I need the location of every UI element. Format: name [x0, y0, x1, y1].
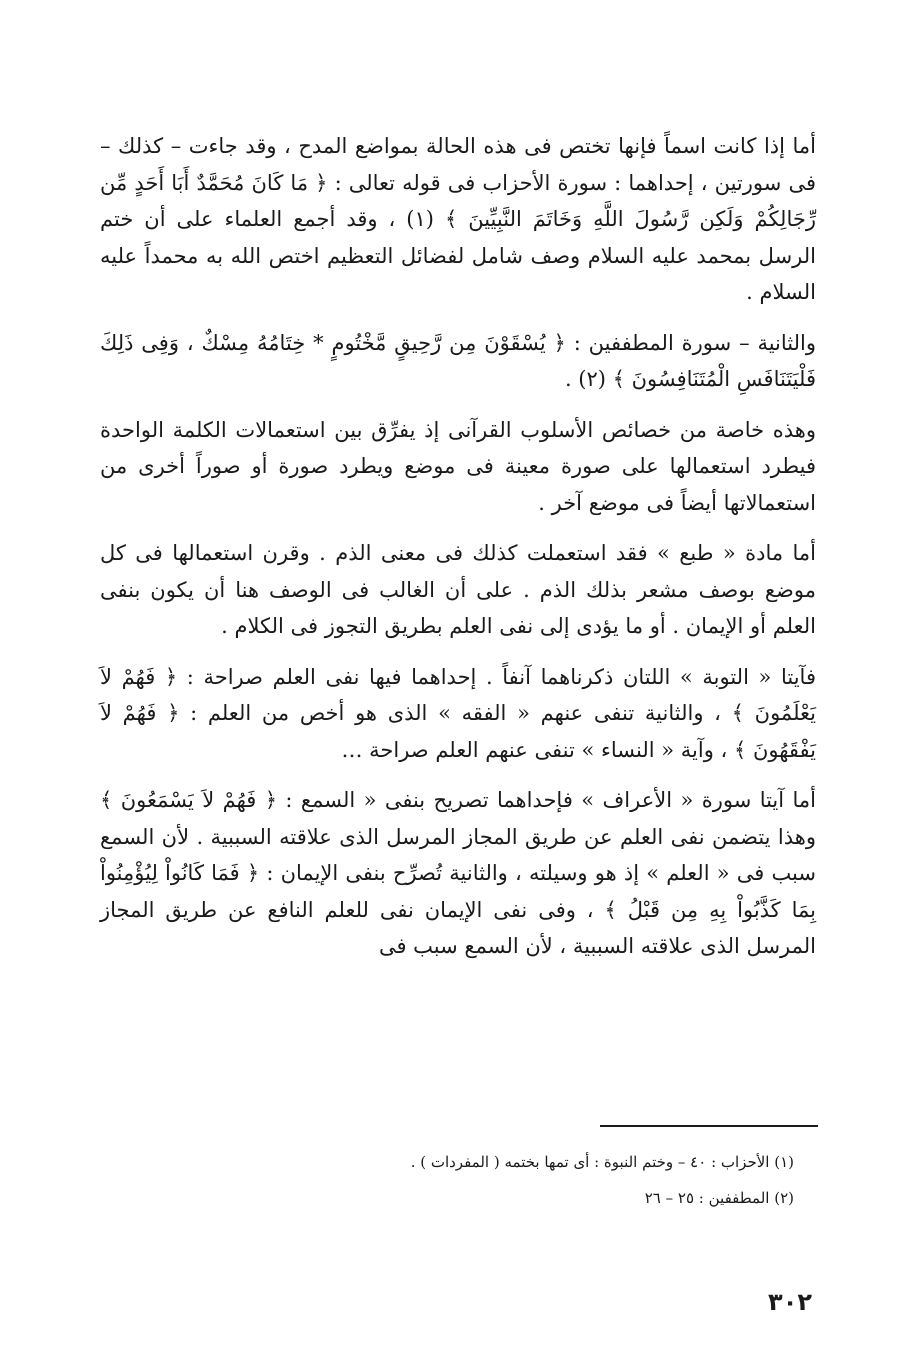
- paragraph-1: [100, 128, 816, 311]
- paragraph-2: [100, 325, 816, 398]
- paragraph-3: [100, 412, 816, 522]
- paragraph-1-text: أما إذا كانت اسماً فإنها تختص فى هذه الحالة بمواضع المدح ، وقد جاءت – كذلك – فى سورتين ، إحداهما : سورة الأحزاب فى قوله تعالى : ﴿ مَا كَانَ مُحَمَّدٌ أَبَا أَحَدٍ مِّن رِّجَالِكُمْ وَلَكِن رَّسُولَ اللَّهِ وَخَاتَمَ النَّبِيِّينَ ﴾ (١) ، وقد أجمع العلماء على أن ختم الرسل بمحمد عليه السلام وصف شامل لفضائل التعظيم اختص الله به محمداً عليه السلام .: [100, 134, 816, 304]
- paragraph-4: [100, 535, 816, 645]
- paragraph-6-text: أما آيتا سورة « الأعراف » فإحداهما تصريح بنفى « السمع : ﴿ فَهُمْ لاَ يَسْمَعُونَ ﴾ وهذا يتضمن نفى العلم عن طريق المجاز المرسل الذى علاقته السببية . لأن السمع سبب فى « العلم » إذ هو وسيلته ، والثانية تُصرِّح بنفى الإيمان : ﴿ فَمَا كَانُواْ لِيُؤْمِنُواْ بِمَا كَذَّبُواْ بِهِ مِن قَبْلُ ﴾ ، وفى نفى الإيمان نفى للعلم النافع عن طريق المجاز المرسل الذى علاقته السببية ، لأن السمع سبب فى: [100, 788, 816, 958]
- page-body: [100, 128, 816, 979]
- paragraph-5-text: فآيتا « التوبة » اللتان ذكرناهما آنفاً . إحداهما فيها نفى العلم صراحة : ﴿ فَهُمْ لاَ يَعْلَمُونَ ﴾ ، والثانية تنفى عنهم « الفقه » الذى هو أخص من العلم : ﴿ فَهُمْ لاَ يَفْقَهُونَ ﴾ ، وآية « النساء » تنفى عنهم العلم صراحة …: [100, 664, 816, 762]
- footnote-1: (١) الأحزاب : ٤٠ – وختم النبوة : أى تمها بختمه ( المفردات ) .: [410, 1153, 794, 1171]
- paragraph-6: [100, 782, 816, 965]
- footnote-divider: [600, 1125, 818, 1127]
- paragraph-5: [100, 659, 816, 769]
- paragraph-3-text: وهذه خاصة من خصائص الأسلوب القرآنى إذ يفرِّق بين استعمالات الكلمة الواحدة فيطرد استعمالها على صورة معينة فى موضع ويطرد صورة أو صوراً أخرى من استعمالاتها أيضاً فى موضع آخر .: [100, 417, 816, 515]
- footnote-2: (٢) المطففين : ٢٥ – ٢٦: [644, 1189, 794, 1207]
- paragraph-2-text: والثانية – سورة المطففين : ﴿ يُسْقَوْنَ مِن رَّحِيقٍ مَّخْتُومٍ * خِتَامُهُ مِسْكٌ ، وَفِى ذَلِكَ فَلْيَتَنَافَسِ الْمُتَنَافِسُونَ ﴾ (٢) .: [100, 330, 816, 391]
- paragraph-4-text: أما مادة « طبع » فقد استعملت كذلك فى معنى الذم . وقرن استعمالها فى كل موضع بوصف مشعر بذلك الذم . على أن الغالب فى الوصف هنا أن يكون بنفى العلم أو الإيمان . أو ما يؤدى إلى نفى العلم بطريق التجوز فى الكلام .: [100, 541, 816, 638]
- page-number: ٣٠٢: [768, 1288, 812, 1316]
- footnotes: [194, 1150, 794, 1222]
